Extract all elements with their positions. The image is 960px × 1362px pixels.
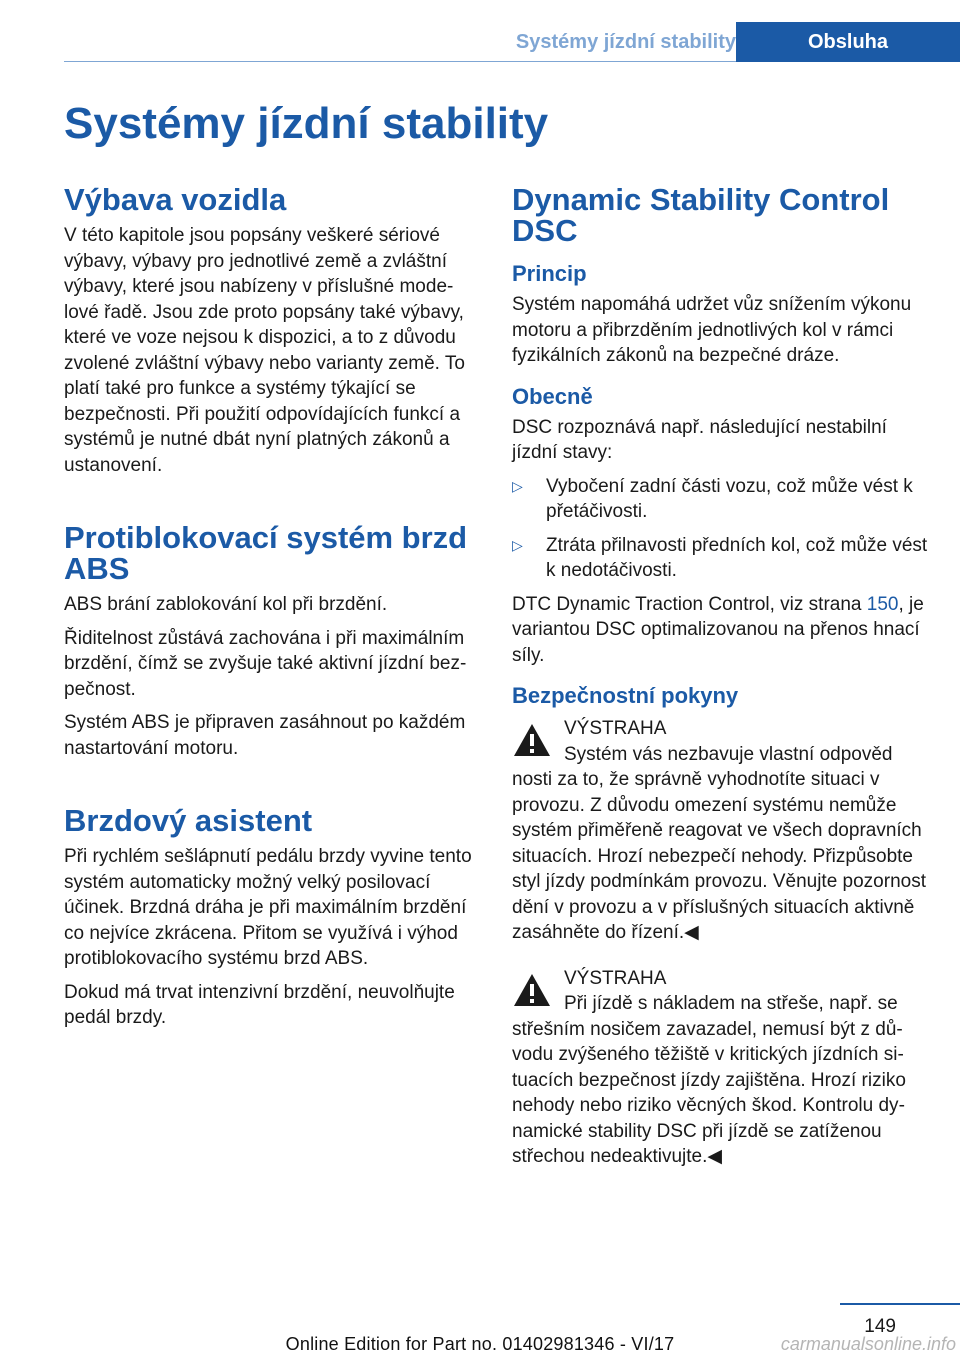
paragraph-abs-1: ABS brání zablokování kol při brzdění. — [64, 594, 388, 615]
warning-block-1 — [512, 714, 928, 946]
footer-rule — [840, 1303, 960, 1305]
warning-label: VÝSTRAHA — [564, 967, 667, 989]
heading-obecne: Obecně — [512, 383, 593, 409]
left-column — [64, 184, 480, 1039]
triangle-right-icon: ▷ — [512, 536, 523, 553]
heading-vybava: Výbava vozidla — [64, 182, 287, 217]
bullet-list — [512, 474, 928, 584]
warning-text — [512, 742, 928, 946]
paragraph-vybava: V této kapitole jsou popsány veškeré sériové výbavy, výbavy pro jednotlivé země a zvláštní výbavy, které jsou nabízeny v příslušné modelové řadě. Jsou zde proto popsány také výbavy, které ve voze nejsou k dispozici, a to z důvodu zvolené zvláštní výbavy nebo varianty země. To platí také pro funkce a systémy týkající se bezpečnosti. Při použití odpovídajících funkcí a systémů je nutné dbát nyní platných zákonů a ustanovení. — [64, 225, 465, 476]
header-chapter-tab: Obsluha — [736, 22, 960, 62]
warning-text-rest: střešním nosičem zavazadel, nemusí být z důvodu zvýšeného těžiště v kritických jízdních situacích bezpečnost jízdy zajištěna. Hrozí riziko nehody nebo riziko věcných škod. Kontrolu dynamické stability DSC při jízdě se zatíženou střechou nedeaktivujte.◀ — [512, 1018, 906, 1167]
warning-block-2 — [512, 964, 928, 1170]
header-rule — [64, 61, 736, 62]
footer-edition: Online Edition for Part no. 01402981346 - VI/17 — [285, 1334, 675, 1354]
list-item-text: Ztráta přilnavosti předních kol, což může vést k nedotáčivosti. — [546, 534, 928, 581]
paragraph-abs-2: Řiditelnost zůstává zachována i při maximálním brzdění, čímž se zvyšuje také aktivní jízdní bezpečnost. — [64, 627, 467, 700]
warning-label: VÝSTRAHA — [564, 718, 667, 739]
warning-triangle-icon — [512, 722, 552, 758]
page-number: 149 — [864, 1316, 896, 1337]
page-title: Systémy jízdní stability — [64, 99, 549, 148]
dtc-text-post: , je variantou DSC optimalizovanou na přenos hnací síly. — [512, 593, 924, 666]
dtc-text-pre: DTC Dynamic Traction Control, viz strana — [512, 593, 867, 615]
heading-dsc: Dynamic Stability Control DSC — [512, 182, 890, 248]
paragraph-brzd-1: Při rychlém sešlápnutí pedálu brzdy vyvine tento systém automaticky možný velký posilovací účinek. Brzdná dráha je při maximálním brzdění co nejvíce zkrácena. Přitom se využívá i výhod protiblokovacího systému brzd ABS. — [64, 846, 472, 969]
paragraph-abs-3: Systém ABS je připraven zasáhnout po každém nastartování motoru. — [64, 712, 466, 759]
paragraph-princip: Systém napomáhá udržet vůz snížením výkonu motoru a přibrzděním jednotlivých kol v rámci fyzikálních zákonů na bezpečné dráze. — [512, 294, 912, 366]
warning-triangle-icon — [512, 972, 552, 1008]
header-section-title: Systémy jízdní stability — [515, 31, 736, 53]
warning-text-first-line: Při jízdě s nákladem na střeše, např. se — [564, 993, 898, 1014]
paragraph-brzd-2: Dokud má trvat intenzivní brzdění, neuvolňujte pedál brzdy. — [64, 981, 455, 1028]
heading-bezpecnostni-pokyny: Bezpečnostní pokyny — [512, 683, 739, 708]
triangle-right-icon: ▷ — [512, 477, 523, 494]
page-link-150[interactable]: 150 — [866, 593, 899, 615]
heading-abs: Protiblokovací systém brzd ABS — [64, 520, 468, 586]
list-item-text: Vybočení zadní části vozu, což může vést k přetáčivosti. — [546, 475, 913, 522]
list-item — [512, 474, 928, 525]
right-column — [512, 184, 928, 1180]
warning-text — [512, 991, 928, 1170]
heading-brzdovy-asistent: Brzdový asistent — [64, 803, 313, 838]
heading-princip: Princip — [512, 261, 587, 286]
warning-text-first-line: Systém vás nezbavuje vlastní odpověd — [564, 743, 893, 765]
paragraph-obecne: DSC rozpoznává např. následující nestabilní jízdní stavy: — [512, 416, 887, 463]
list-item — [512, 533, 928, 584]
warning-text-rest: nosti za to, že správně vyhodnotíte situaci v provozu. Z důvodu omezení systému nemůže systém přiměřeně reagovat ve všech dopravních situacích. Hrozí nebezpečí nehody. Přizpůsobte styl jízdy podmínkám provozu. Věnujte pozornost dění v provozu a v příslušných situacích aktivně zasáhněte do řízení.◀ — [512, 769, 926, 943]
watermark: carmanualsonline.info — [780, 1334, 956, 1354]
paragraph-dtc — [512, 592, 928, 669]
